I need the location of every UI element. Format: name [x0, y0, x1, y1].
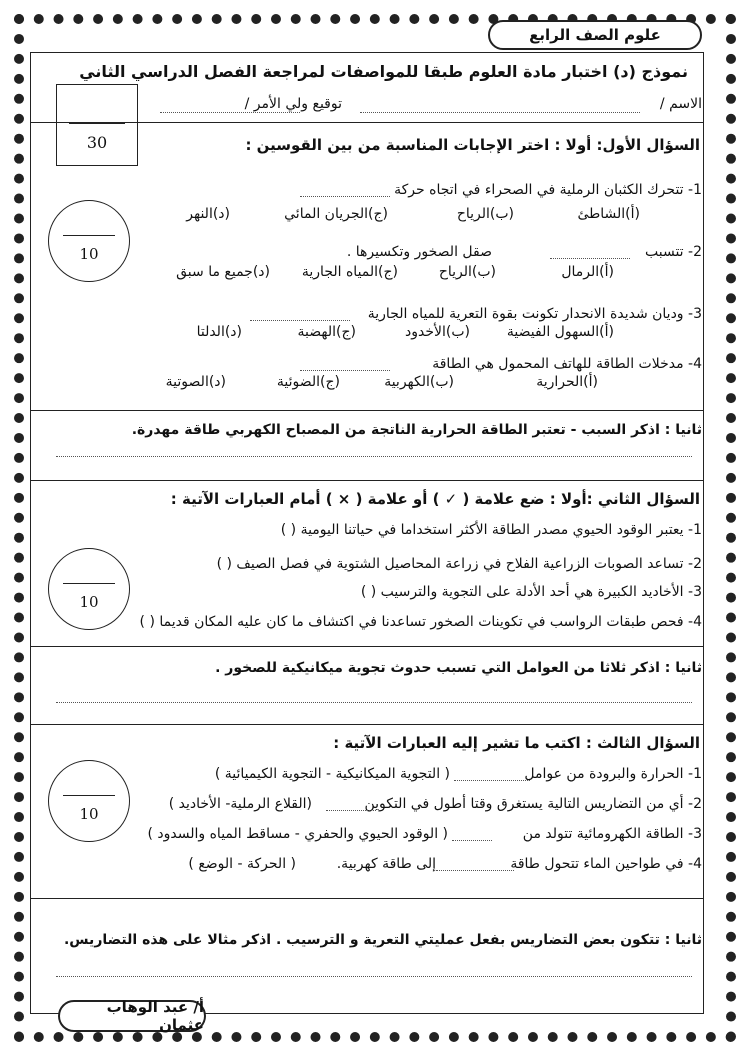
section-divider-1: [30, 480, 704, 481]
q3-item-2-choices: (القلاع الرملية- الأخاديد ): [168, 796, 312, 812]
q1-item-1-option-b[interactable]: (ب)الرياح: [456, 206, 514, 222]
signature-label: توقيع ولي الأمر /: [244, 96, 342, 112]
total-score: 30: [86, 133, 108, 152]
q1-item-3-option-a[interactable]: (أ)السهول الفيضية: [506, 324, 614, 340]
q2-score: 10: [79, 593, 99, 611]
total-score-box: [56, 84, 138, 166]
q1-item-4-option-d[interactable]: (د)الصوتية: [165, 374, 226, 390]
q3-item-2-stem: 2- أي من التضاريس التالية يستغرق وقتا أطول في التكوين: [364, 796, 702, 812]
q1-divider: [30, 410, 704, 411]
q3-second-prompt: ثانيا : تتكون بعض التضاريس بفعل عمليتي التعرية و الترسيب . اذكر مثالا على هذه التضاريس.: [63, 932, 702, 948]
q1-item-3-blank[interactable]: [250, 320, 350, 321]
q1-item-1-option-c[interactable]: (ج)الجريان المائي: [284, 206, 388, 222]
q2-item-1[interactable]: 1- يعتبر الوقود الحيوي مصدر الطاقة الأكثر استخداما في حياتنا اليومية ( ): [280, 522, 702, 538]
q1-item-3-stem: 3- وديان شديدة الانحدار تكونت بقوة التعرية للمياه الجارية: [367, 306, 702, 322]
q1-item-1-stem: 1- تتحرك الكثبان الرملية في الصحراء في اتجاه حركة: [394, 182, 702, 198]
q2-heading: السؤال الثاني :أولا : ضع علامة ( ✓ ) أو علامة ( × ) أمام العبارات الآتية :: [170, 490, 700, 508]
section-divider-2: [30, 724, 704, 725]
q1-item-3-option-b[interactable]: (ب)الأخدود: [405, 324, 470, 340]
q3-item-4-stem: 4- في طواحين الماء تتحول طاقة: [510, 856, 702, 872]
q3-item-1-choices: ( التجوية الميكانيكية - التجوية الكيميائية ): [214, 766, 450, 782]
q1-item-3-option-d[interactable]: (د)الدلتا: [196, 324, 242, 340]
q3-item-2-blank[interactable]: [326, 810, 376, 811]
q1-score: 10: [79, 245, 99, 263]
q3-item-3-stem: 3- الطاقة الكهرومائية تتولد من: [522, 826, 702, 842]
signature-field[interactable]: [160, 112, 300, 113]
q3-heading: السؤال الثالث : اكتب ما تشير إليه العبارات الآتية :: [333, 734, 700, 752]
q1-second-prompt: ثانيا : اذكر السبب - تعتبر الطاقة الحرارية الناتجة من المصباح الكهربي طاقة مهدرة.: [131, 422, 702, 438]
q3-item-1-stem: 1- الحرارة والبرودة من عوامل: [524, 766, 702, 782]
q1-item-3-option-c[interactable]: (ج)الهضبة: [297, 324, 356, 340]
q1-item-4-stem: 4- مدخلات الطاقة للهاتف المحمول هي الطاقة: [432, 356, 702, 372]
q1-item-1-option-d[interactable]: (د)النهر: [186, 206, 230, 222]
q3-item-3-choices: ( الوقود الحيوي والحفري - مساقط المياه والسدود ): [147, 826, 448, 842]
q1-item-2-option-b[interactable]: (ب)الرياح: [438, 264, 496, 280]
q1-item-1-blank[interactable]: [300, 196, 390, 197]
q1-score-circle: [48, 200, 130, 282]
header-divider: [30, 122, 704, 123]
q1-item-4-option-b[interactable]: (ب)الكهربية: [384, 374, 454, 390]
q1-answer-line[interactable]: [56, 456, 692, 457]
q2-item-3[interactable]: 3- الأخاديد الكبيرة هي أحد الأدلة على التجوية والترسيب ( ): [360, 584, 702, 600]
q1-item-2-option-d[interactable]: (د)جميع ما سبق: [176, 264, 270, 280]
q2-item-4[interactable]: 4- فحص طبقات الرواسب في تكوينات الصخور تساعدنا في اكتشاف ما كان عليه المكان قديما ( ): [139, 614, 702, 630]
q1-item-2-stem-end: صقل الصخور وتكسيرها .: [346, 244, 492, 260]
q2-score-circle: [48, 548, 130, 630]
grade-label: علوم الصف الرابع: [488, 20, 702, 50]
q3-divider: [30, 898, 704, 899]
q3-score: 10: [79, 805, 99, 823]
q2-second-prompt: ثانيا : اذكر ثلاثا من العوامل التي تسبب حدوث تجوية ميكانيكية للصخور .: [215, 660, 702, 676]
author-label: أ/ عبد الوهاب عثمان: [58, 1000, 206, 1032]
q1-item-2-option-a[interactable]: (أ)الرمال: [561, 264, 614, 280]
q2-item-2[interactable]: 2- تساعد الصوبات الزراعية الفلاح في زراعة المحاصيل الشتوية في فصل الصيف ( ): [216, 556, 702, 572]
q3-item-3-blank[interactable]: [452, 840, 492, 841]
q3-item-4-choices: ( الحركة - الوضع ): [188, 856, 296, 872]
q1-item-4-blank[interactable]: [300, 370, 390, 371]
q3-answer-line[interactable]: [56, 976, 692, 977]
q1-item-2-blank[interactable]: [550, 258, 630, 259]
q1-item-4-option-c[interactable]: (ج)الضوئية: [276, 374, 340, 390]
q1-item-1-option-a[interactable]: (أ)الشاطئ: [577, 206, 640, 222]
q2-divider: [30, 646, 704, 647]
exam-title: نموذج (د) اختبار مادة العلوم طبقا للمواصفات لمراجعة الفصل الدراسي الثاني: [79, 62, 688, 81]
q3-item-4-stem-end: إلى طاقة كهربية.: [336, 856, 436, 872]
q1-item-4-option-a[interactable]: (أ)الحرارية: [536, 374, 598, 390]
q1-heading: السؤال الأول: أولا : اختر الإجابات المناسبة من بين القوسين :: [245, 136, 700, 154]
q3-score-circle: [48, 760, 130, 842]
q1-item-2-stem: 2- تتسبب: [644, 244, 702, 260]
q3-item-4-blank[interactable]: [436, 870, 514, 871]
name-field[interactable]: [360, 112, 640, 113]
name-label: الاسم /: [659, 96, 702, 112]
q2-answer-line[interactable]: [56, 702, 692, 703]
q3-item-1-blank[interactable]: [454, 780, 530, 781]
q1-item-2-option-c[interactable]: (ج)المياه الجارية: [301, 264, 398, 280]
